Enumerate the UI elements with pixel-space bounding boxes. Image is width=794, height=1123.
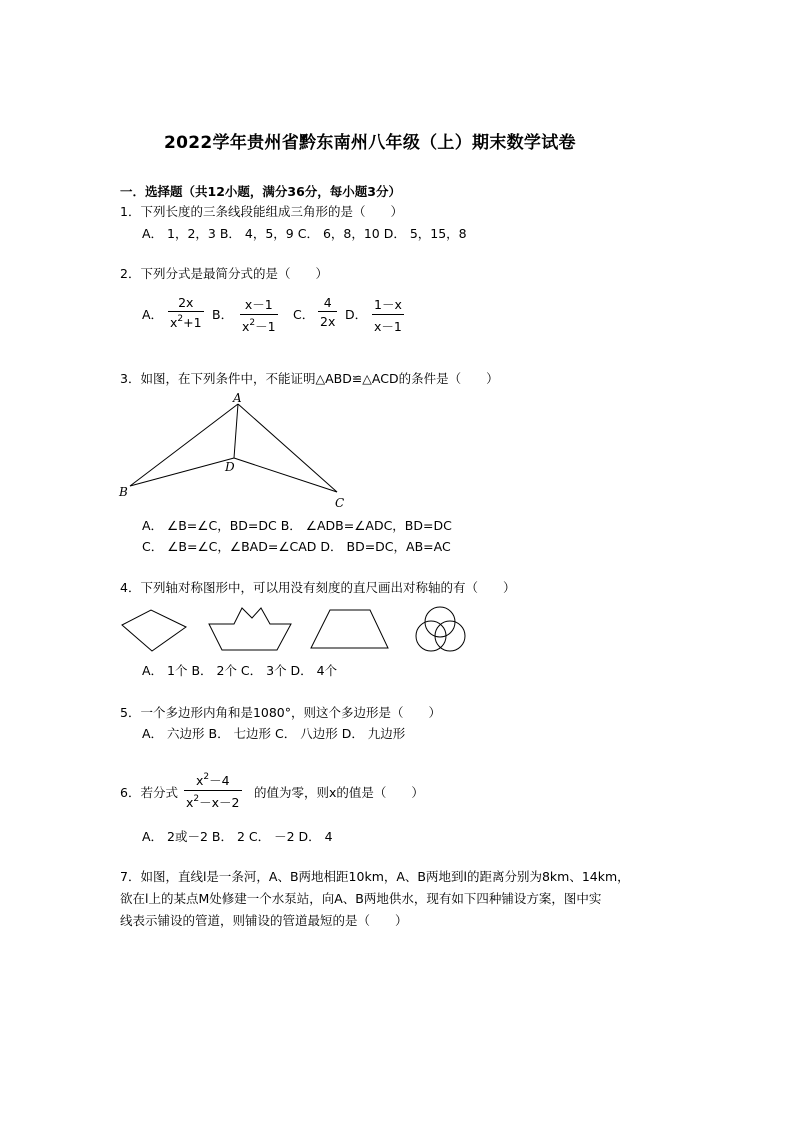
trapezoid-figure bbox=[311, 610, 388, 648]
question-5-options: A． 六边形 B． 七边形 C． 八边形 D． 九边形 bbox=[142, 726, 406, 741]
numerator: x－1 bbox=[244, 297, 273, 312]
numerator: $x^2-4$ bbox=[195, 772, 230, 788]
question-1-options: A． 1，2，3 B． 4，5，9 C． 6，8，10 D． 5，15，8 bbox=[142, 226, 467, 241]
question-7-line-3: 线表示铺设的管道，则铺设的管道最短的是（ ） bbox=[120, 913, 408, 928]
kite-figure bbox=[122, 610, 186, 651]
section-heading: 一．选择题（共12小题，满分36分，每小题3分） bbox=[120, 184, 401, 199]
question-3-options-row2: C． ∠B=∠C，∠BAD=∠CAD D． BD=DC，AB=AC bbox=[142, 539, 451, 554]
option-d-label: D． bbox=[345, 307, 368, 322]
denominator: x－1 bbox=[374, 319, 402, 334]
denominator: $x^2-1$ bbox=[242, 318, 276, 334]
question-6-prefix: 6．若分式 bbox=[120, 785, 178, 800]
denominator: $x^2+1$ bbox=[170, 314, 202, 330]
numerator: 1－x bbox=[374, 297, 402, 312]
label-b: B bbox=[119, 485, 128, 499]
page-title: 2022学年贵州省黔东南州八年级（上）期末数学试卷 bbox=[164, 133, 576, 153]
denominator: 2x bbox=[320, 314, 336, 329]
option-c-label: C． bbox=[293, 307, 315, 322]
label-d: D bbox=[225, 460, 235, 474]
question-7-line-1: 7．如图，直线l是一条河，A、B两地相距10km，A、B两地到l的距离分别为8km、14km， bbox=[120, 869, 630, 884]
trefoil-figure bbox=[416, 607, 465, 651]
numerator: 4 bbox=[323, 295, 332, 310]
numerator: 2x bbox=[178, 295, 194, 310]
denominator: $x^2-x-2$ bbox=[186, 794, 240, 810]
question-6-options: A． 2或－2 B． 2 C． －2 D． 4 bbox=[142, 829, 333, 844]
crown-figure bbox=[209, 608, 291, 650]
question-1-stem: 1．下列长度的三条线段能组成三角形的是（ ） bbox=[120, 204, 403, 219]
question-7-line-2: 欲在l上的某点M处修建一个水泵站，向A、B两地供水，现有如下四种铺设方案，图中实 bbox=[120, 891, 602, 906]
question-3-stem: 3．如图，在下列条件中，不能证明△ABD≌△ACD的条件是（ ） bbox=[120, 371, 499, 386]
question-3-options-row1: A． ∠B=∠C，BD=DC B． ∠ADB=∠ADC，BD=DC bbox=[142, 518, 452, 533]
label-c: C bbox=[335, 496, 345, 510]
option-b-label: B． bbox=[212, 307, 234, 322]
question-5-stem: 5．一个多边形内角和是1080°，则这个多边形是（ ） bbox=[120, 705, 442, 720]
question-6-fraction bbox=[184, 771, 242, 811]
question-2-stem: 2．下列分式是最简分式的是（ ） bbox=[120, 266, 328, 281]
question-4-stem: 4．下列轴对称图形中，可以用没有刻度的直尺画出对称轴的有（ ） bbox=[120, 580, 516, 595]
question-6-suffix: 的值为零，则x的值是（ ） bbox=[254, 785, 424, 800]
question-4-options: A． 1个 B． 2个 C． 3个 D． 4个 bbox=[142, 663, 338, 678]
option-a-label: A． bbox=[142, 307, 164, 322]
label-a: A bbox=[233, 391, 242, 405]
